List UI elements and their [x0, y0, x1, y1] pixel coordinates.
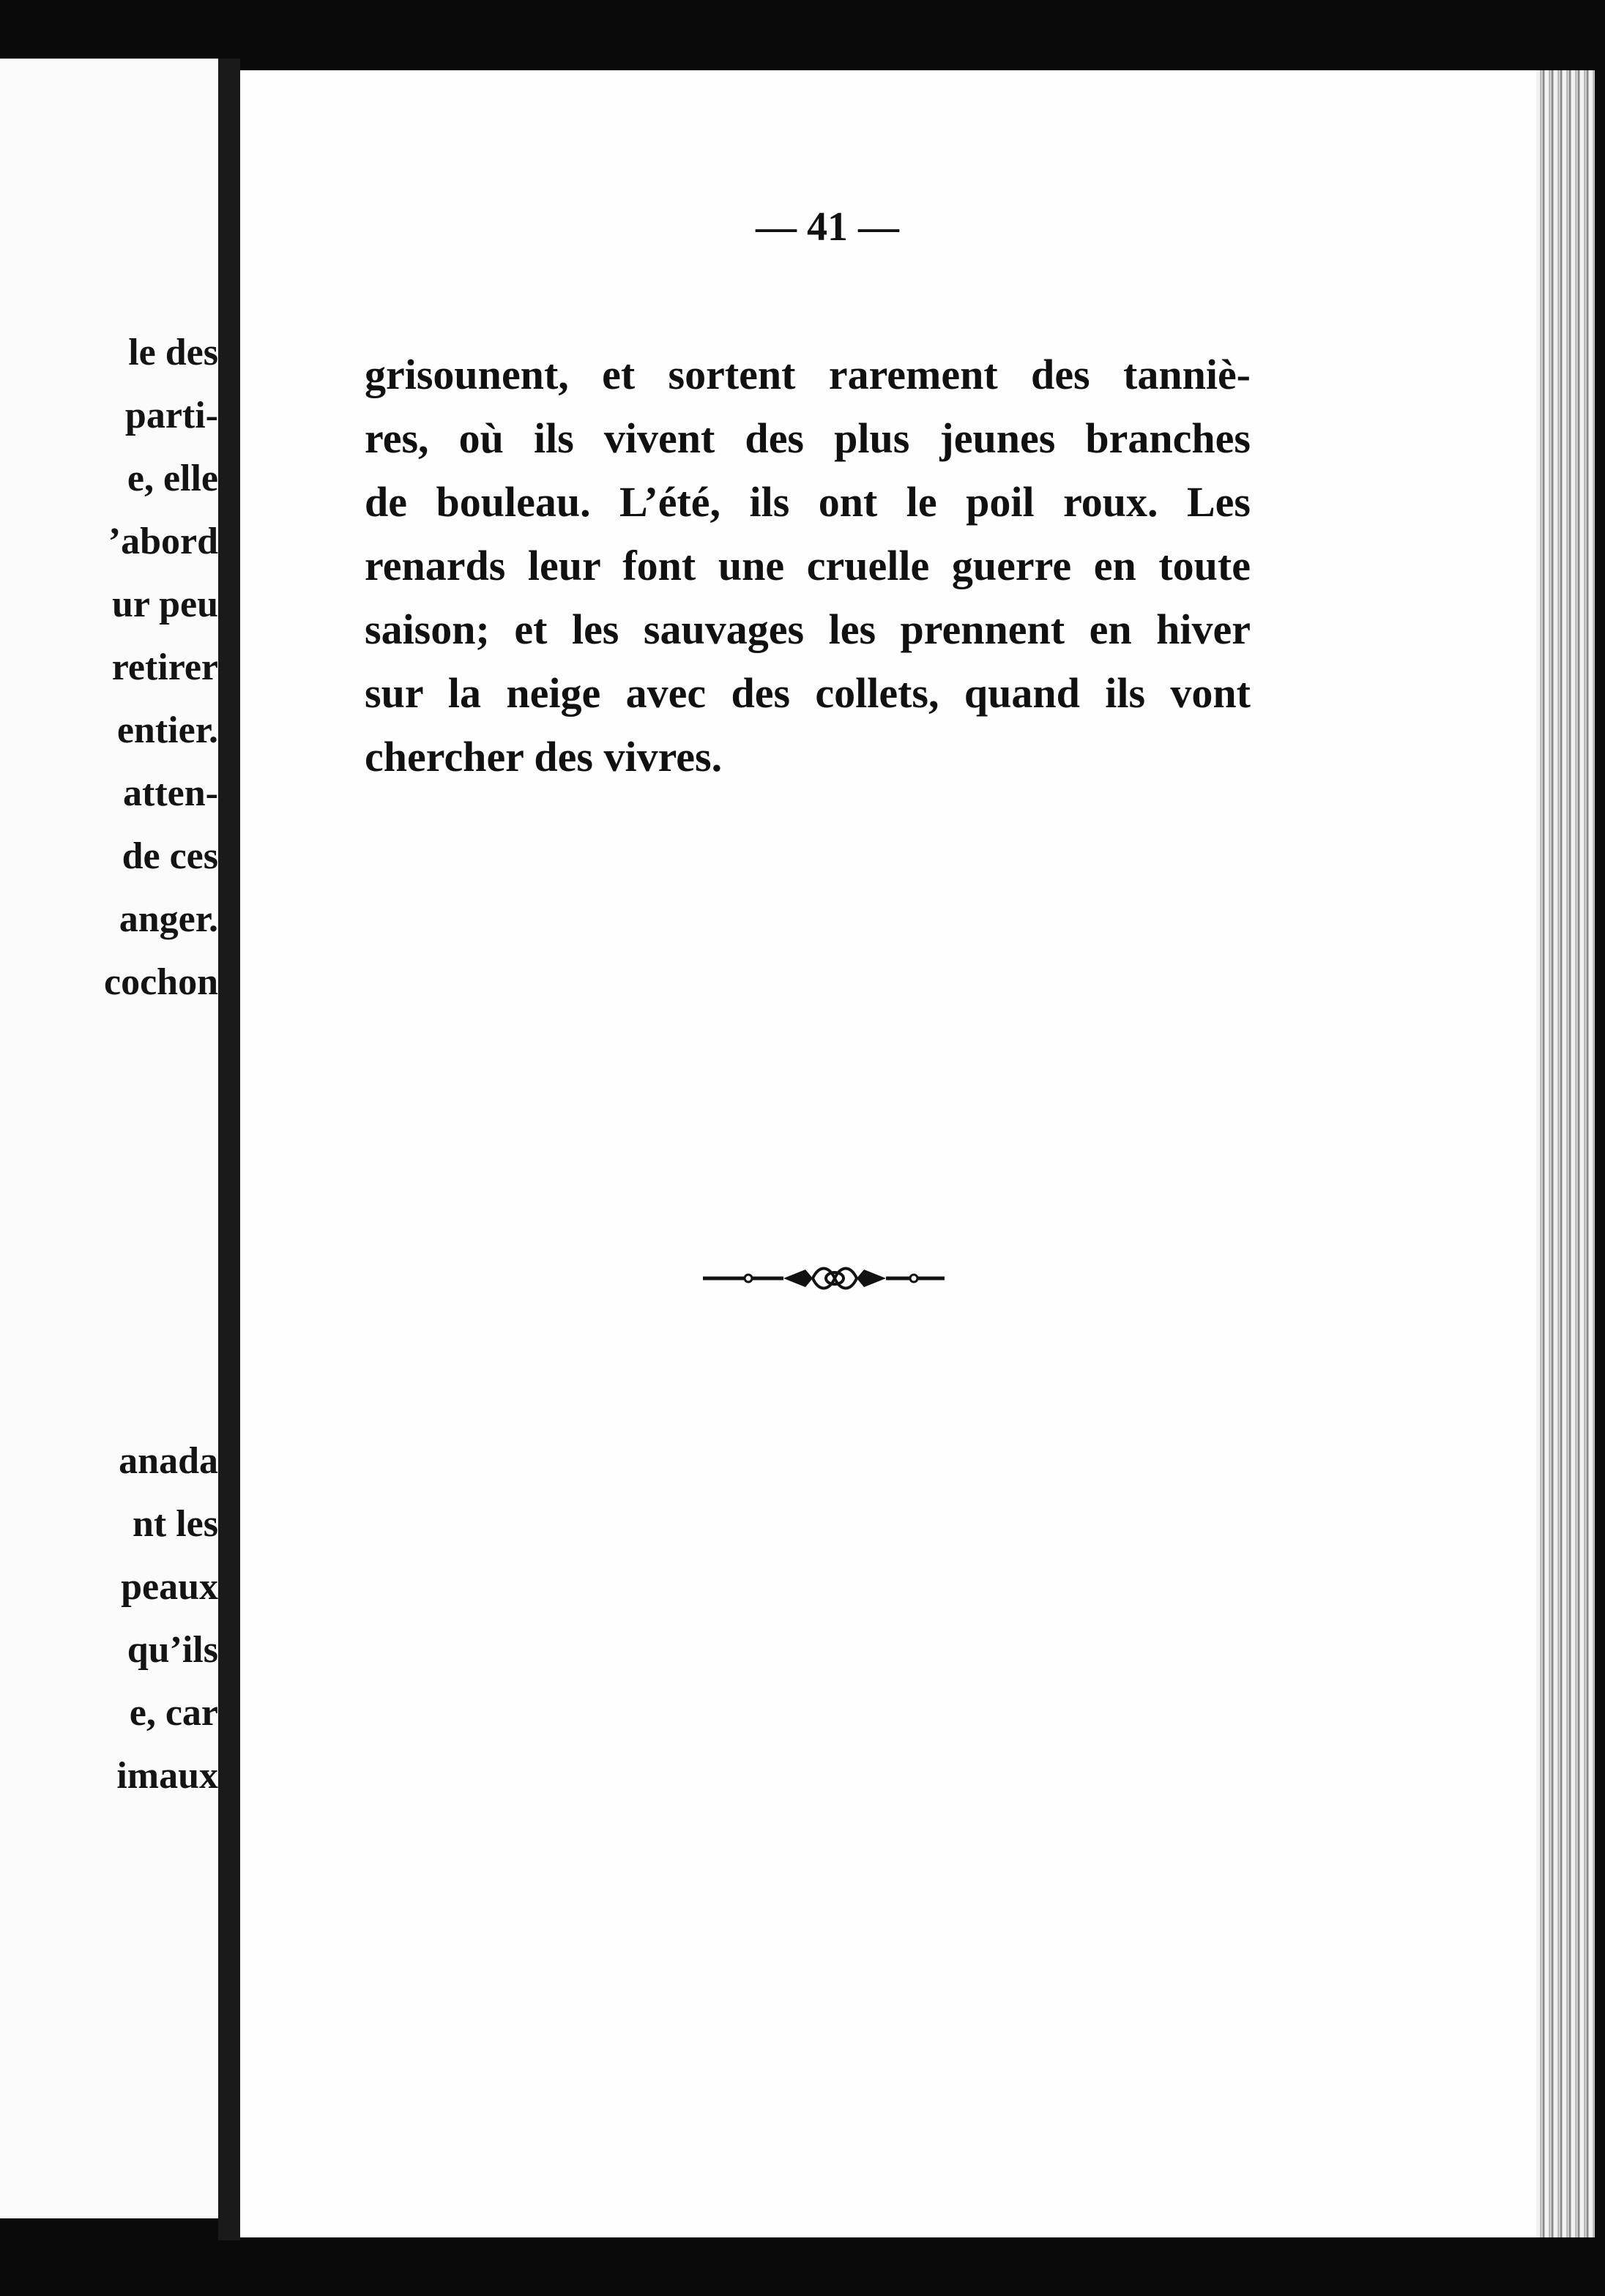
left-page-fragment: imaux [116, 1755, 218, 1797]
left-page-fragment: parti- [124, 395, 218, 436]
text-line: sur la neige avec des collets, quand ils vont [365, 669, 1251, 717]
left-page-fragment: anger. [119, 898, 218, 940]
left-page-fragment: atten- [123, 772, 218, 814]
left-page-fragment: le des [128, 332, 218, 373]
left-facing-page [0, 59, 218, 2218]
left-page-fragment: de ces [122, 835, 218, 877]
text-line: de bouleau. L’été, ils ont le poil roux. Les [365, 478, 1251, 526]
left-page-fragment: cochon [104, 961, 218, 1003]
book-gutter [218, 59, 240, 2240]
left-page-fragment: e, elle [127, 458, 218, 499]
decorative-ornament [703, 1258, 945, 1299]
left-page-fragment: anada [119, 1440, 218, 1482]
left-page-fragment: e, car [129, 1692, 218, 1734]
left-page-fragment: nt les [133, 1503, 218, 1545]
left-page-fragment: retirer [111, 646, 218, 688]
text-line: saison; et les sauvages les prennent en hiver [365, 605, 1251, 653]
left-page-fragment: peaux [121, 1566, 218, 1608]
body-text [365, 343, 1251, 789]
left-page-fragment: qu’ils [127, 1629, 218, 1671]
left-page-fragment: ’abord [108, 521, 218, 562]
text-line: renards leur font une cruelle guerre en toute [365, 542, 1251, 589]
left-page-fragment: ur peu [112, 584, 218, 625]
page-edge-stack [1536, 70, 1595, 2237]
left-page-fragment: entier. [116, 709, 218, 751]
text-line: res, où ils vivent des plus jeunes branches [365, 414, 1251, 462]
page-number: — 41 — [756, 204, 899, 250]
text-line: chercher des vivres. [365, 733, 723, 780]
text-line: grisounent, et sortent rarement des tanniè- [365, 351, 1251, 398]
